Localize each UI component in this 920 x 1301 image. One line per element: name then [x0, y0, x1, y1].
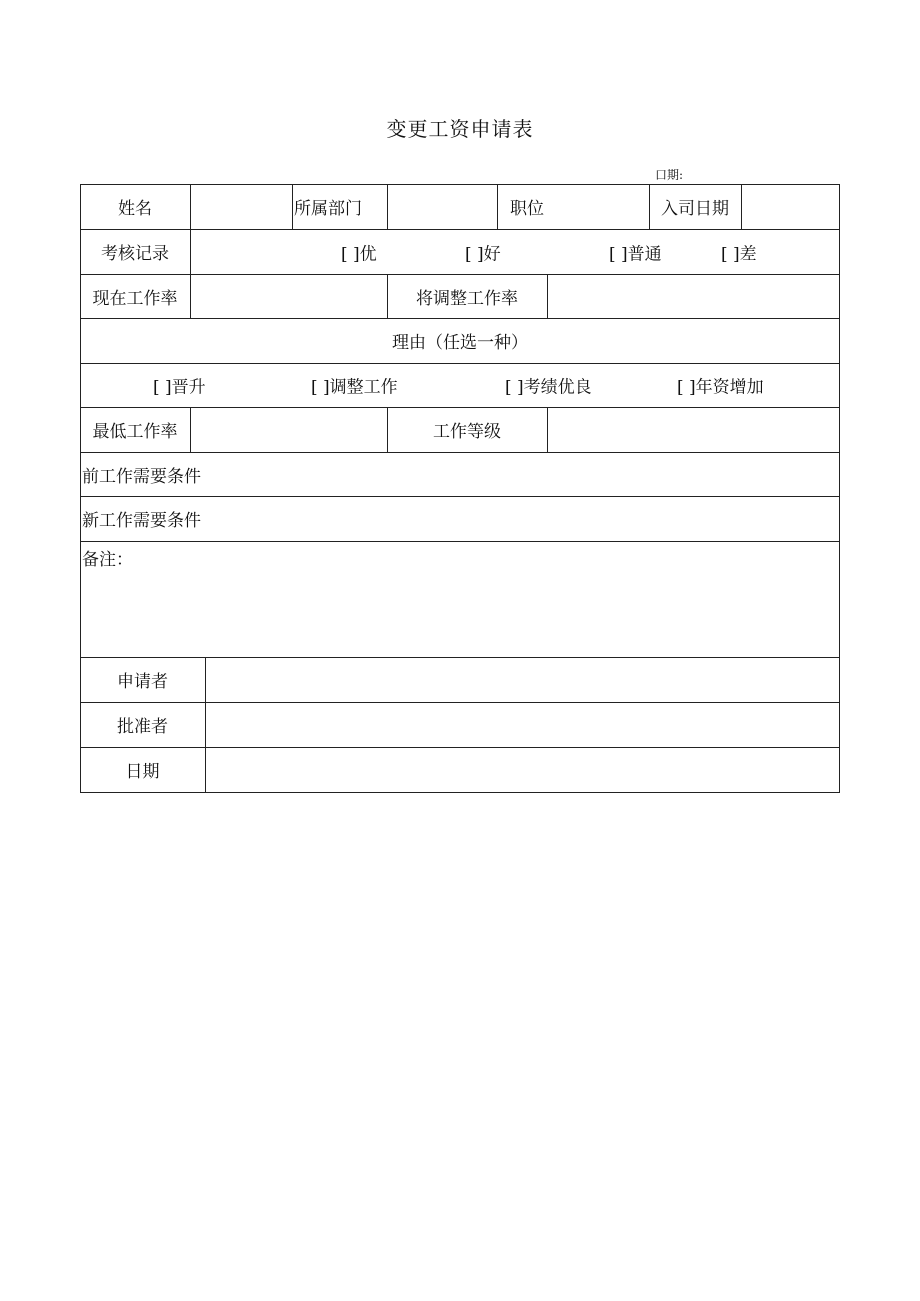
- reason-title: 理由（任选一种）: [392, 333, 528, 353]
- remarks-label: 备注：: [82, 550, 133, 570]
- job-grade-label: 工作等级: [433, 422, 501, 442]
- name-label: 姓名: [118, 199, 152, 219]
- job-grade-field[interactable]: [548, 408, 839, 452]
- new-job-requirements[interactable]: 新工作需要条件: [82, 511, 201, 531]
- sign-date-field[interactable]: [206, 748, 839, 792]
- adjusted-rate-field[interactable]: [548, 275, 839, 318]
- approver-field[interactable]: [206, 703, 839, 747]
- min-rate-label: 最低工作率: [92, 422, 178, 442]
- min-rate-field[interactable]: [191, 408, 387, 452]
- position-label: 职位: [510, 199, 544, 219]
- adjusted-rate-label: 将调整工作率: [416, 288, 518, 309]
- sign-date-label: 日期: [125, 762, 160, 782]
- evaluation-option-average[interactable]: [ ]普通: [609, 244, 662, 265]
- grid-line: [80, 363, 840, 364]
- current-rate-field[interactable]: [191, 275, 387, 318]
- previous-job-requirements[interactable]: 前工作需要条件: [82, 466, 201, 487]
- department-field[interactable]: [388, 185, 497, 229]
- reason-option-job-adjustment[interactable]: [ ]调整工作: [311, 377, 398, 398]
- applicant-label: 申请者: [117, 672, 168, 692]
- reason-option-good-performance[interactable]: [ ]考绩优良: [505, 377, 592, 398]
- grid-line: [80, 792, 840, 793]
- approver-label: 批准者: [117, 717, 168, 737]
- remarks-field[interactable]: [81, 570, 839, 657]
- applicant-field[interactable]: [206, 658, 839, 702]
- hire-date-label: 入司日期: [661, 199, 729, 219]
- grid-line: [80, 229, 840, 230]
- evaluation-option-excellent[interactable]: [ ]优: [341, 244, 377, 265]
- grid-line: [190, 229, 191, 274]
- current-rate-label: 现在工作率: [92, 288, 178, 309]
- hire-date-field[interactable]: [742, 185, 839, 229]
- date-label: 口期:: [655, 168, 684, 182]
- grid-line: [80, 541, 840, 542]
- name-field[interactable]: [191, 185, 292, 229]
- position-field[interactable]: [560, 185, 649, 229]
- evaluation-option-good[interactable]: [ ]好: [465, 244, 501, 265]
- grid-line: [497, 184, 498, 229]
- evaluation-option-poor[interactable]: [ ]差: [721, 244, 757, 265]
- reason-option-seniority[interactable]: [ ]年资增加: [677, 377, 764, 398]
- reason-option-promotion[interactable]: [ ]晋升: [153, 377, 206, 398]
- form-title: 变更工资申请表: [386, 117, 534, 141]
- department-label: 所属部门: [294, 199, 362, 219]
- evaluation-label: 考核记录: [101, 244, 169, 264]
